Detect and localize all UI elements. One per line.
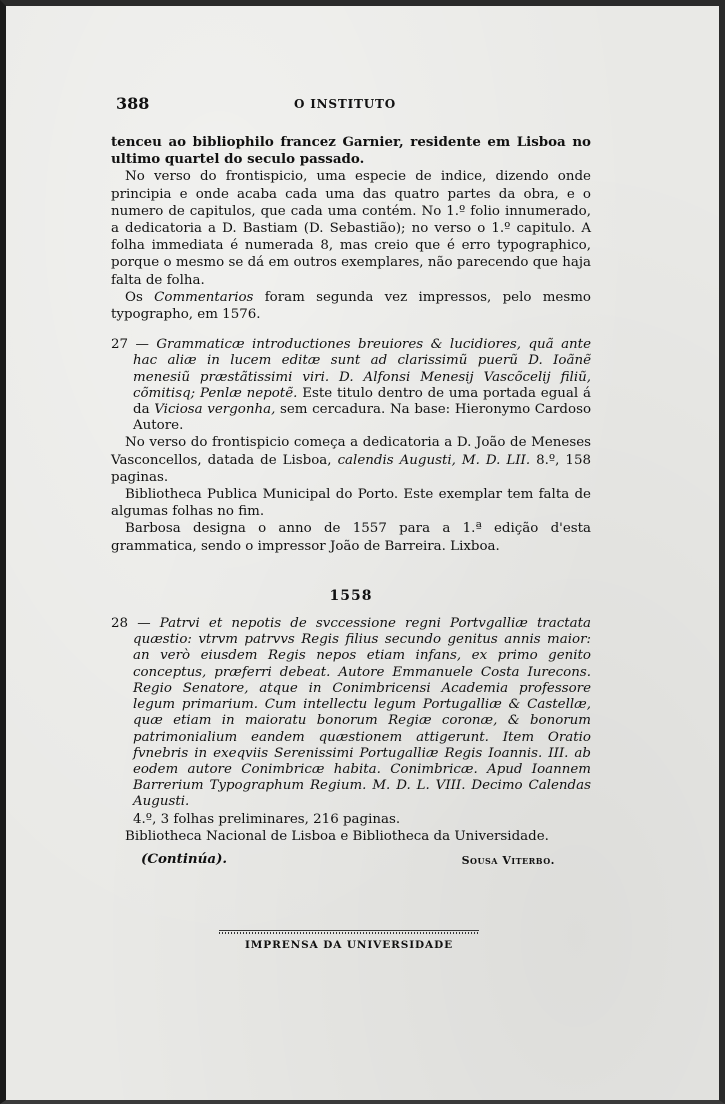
year-heading: 1558 [329,587,373,604]
entry-27-desc-c: sem cercadura. Na base: Hieronymo Cardoso Autore. [133,402,591,434]
commentarios-title: Commentarios [154,289,254,305]
entry-27-verso-a: No verso do frontispicio começa a dedicatoria a D. João de Meneses Vasconcellos, datada de Lisboa, [111,435,591,468]
entry-28-library: Bibliotheca Nacional de Lisboa e Bibliotheca da Universidade. [125,828,549,844]
printer-imprint: IMPRENSA DA UNIVERSIDADE [244,939,454,951]
entry-28-number: 28 — [111,616,151,632]
paragraph-commentarios [111,289,591,323]
entry-27-verso-b: calendis Augusti, M. D. LII. [337,452,531,468]
signature-row [111,849,591,871]
entry-27-library: Bibliotheca Publica Municipal do Porto. Este exemplar tem falta de algumas folhas no fim. [111,487,591,520]
entry-27 [111,337,591,434]
entry-27-desc-a: Este titulo dentro de uma portada egual á da [133,385,591,418]
paragraph-commentarios-a: Os [125,289,143,305]
paragraph-frontispiece: No verso do frontispicio, uma especie de indice, dizendo onde principia e onde acaba cada uma das quatro partes da obra, e o numero de capitulos, que cada uma contém. No 1.º folio innumerado, a dedicatoria a D. Bastiam (D. Sebastião); no verso o 1.º capitulo. A folha immediata é numerada 8, mas creio que é erro typographico, porque o mesmo se dá em outros exemplares, não parecendo que haja falta de folha. [111,169,591,288]
page-body [111,134,591,871]
page-number: 388 [116,94,150,113]
entry-27-desc-b: Viciosa vergonha, [154,402,276,418]
entry-28 [111,616,591,810]
page-header [116,94,586,114]
entry-27-title: Grammaticæ introductiones breuiores & lucidiores, quã ante hac aliæ in lucem editæ sunt ad clarissimũ puerũ D. Ioãnẽ menesiũ præstãtissimi viri. D. Alfonsi Menesij Vascõcelij filiũ, cõmitisq; Penlæ nepotẽ. [133,337,591,401]
footer-rule [219,930,479,935]
page-surface [6,6,719,1100]
entry-27-verso [111,434,591,486]
paragraph-continuation: tenceu ao bibliophilo francez Garnier, residente em Lisboa no ultimo quartel do seculo passado. [111,134,591,168]
entry-27-verso-c: 8.º, 158 paginas. [111,452,591,485]
author-signature: Sousa Viterbo. [461,853,555,867]
continua-label: (Continúa). [141,850,228,867]
running-title: O INSTITUTO [294,97,396,111]
paragraph-commentarios-c: foram segunda vez impressos, pelo mesmo typographo, em 1576. [111,289,591,323]
entry-27-barbosa: Barbosa designa o anno de 1557 para a 1.ª edição d'esta grammatica, sendo o impressor João de Barreira. Lixboa. [111,521,591,554]
entry-27-number: 27 — [111,337,149,353]
entry-28-format: 4.º, 3 folhas preliminares, 216 paginas. [133,811,401,827]
entry-28-title: Patrvi et nepotis de svccessione regni Portvgalliæ tractata quæstio: vtrvm patrvvs Regis filius secundo genitus annis maior: an verò eiusdem Regis nepos etiam infans, ex primo genito conceptus, præferri debeat. Autore Emmanuele Costa Iurecons. Regio Senatore, atque in Conimbricensi Academia professore legum primarium. Cum intellectu legum Portugalliæ & Castellæ, quæ etiam in maioratu bonorum Regiæ coronæ, & bonorum patrimonialium eandem quæstionem attigerunt. Item Oratio fvnebris in exeqviis Serenissimi Portugalliæ Regis Ioannis. III. ab eodem autore Conimbricæ habita. Conimbricæ. Apud Ioannem Barrerium Typographum Regium. M. D. L. VIII. Decimo Calendas Augusti. [133,616,592,810]
